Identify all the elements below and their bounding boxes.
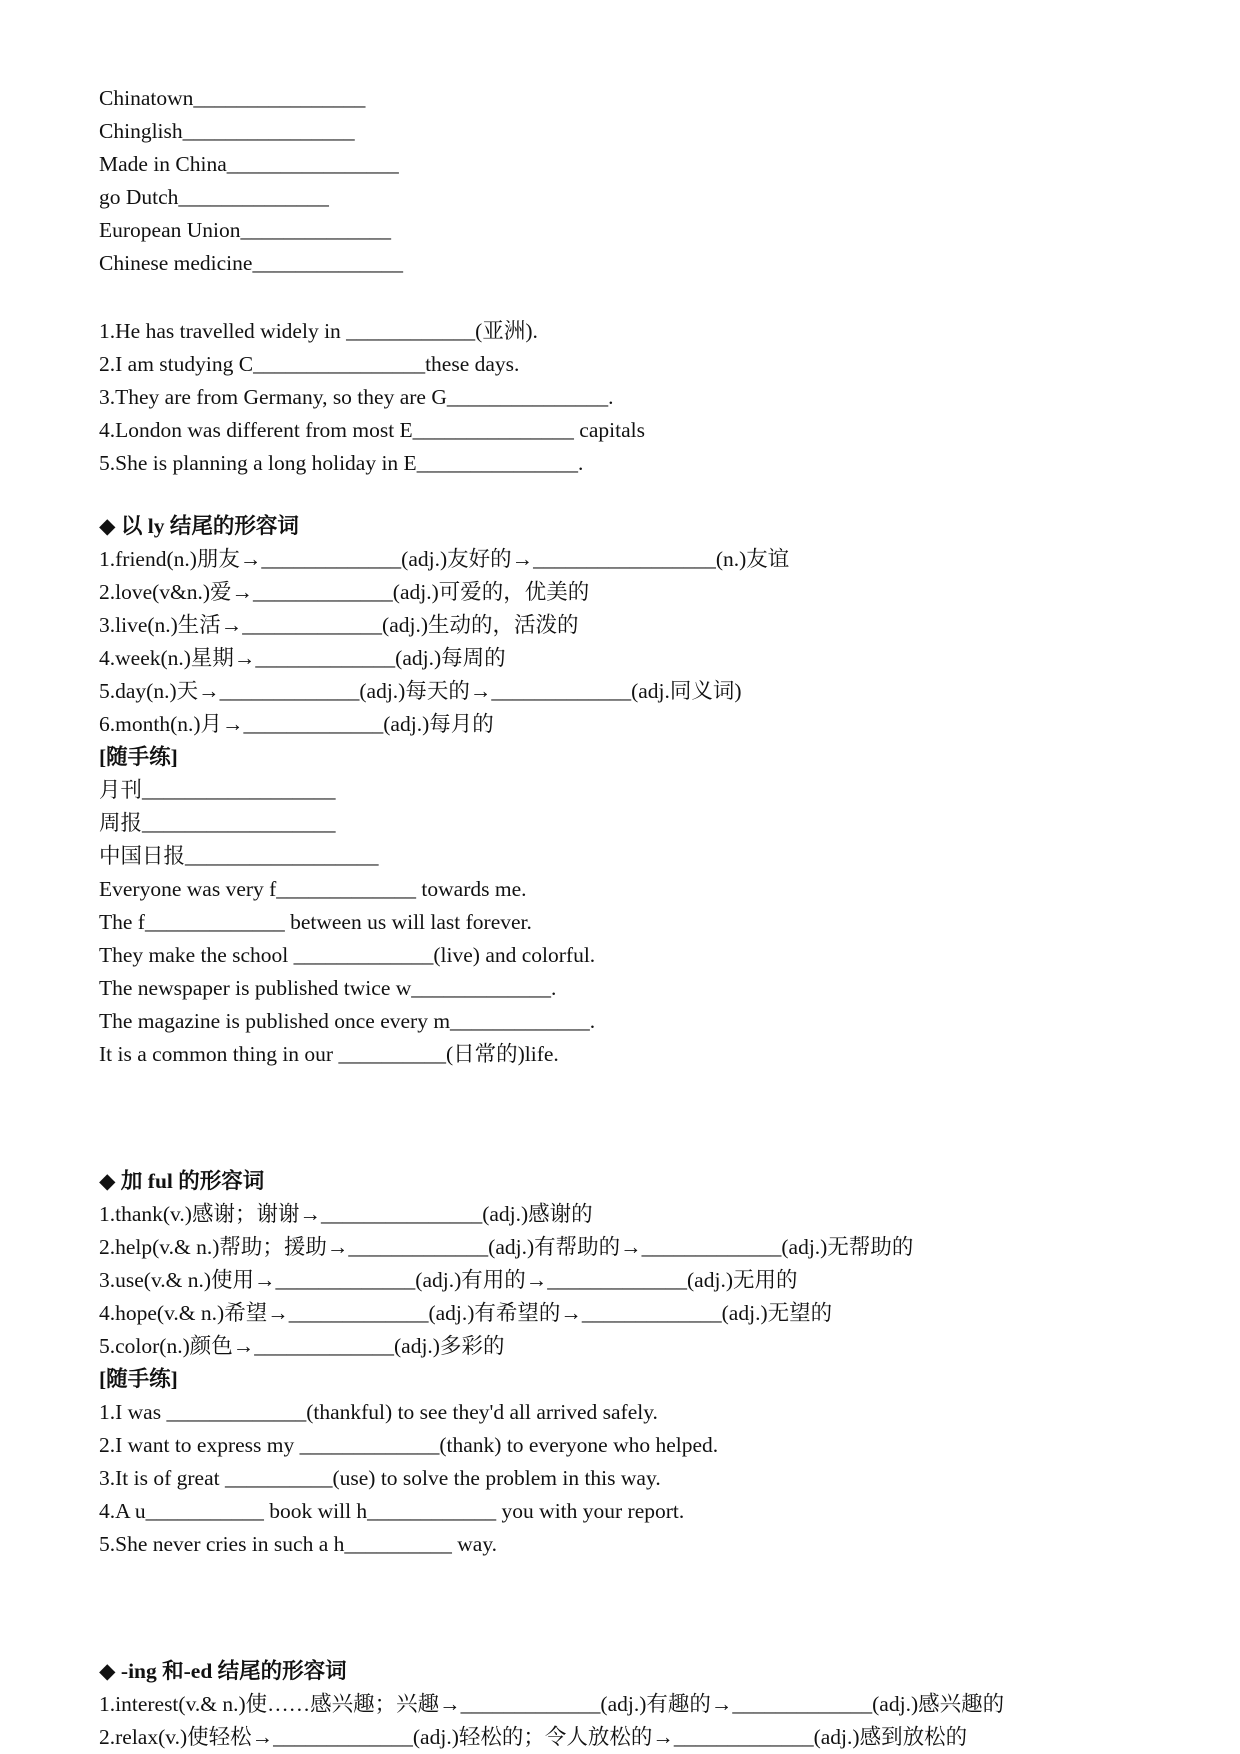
section-heading: ◆ 加 ful 的形容词 [99, 1169, 265, 1193]
practice-label: [随手练] [99, 1367, 178, 1391]
term-line: Chinese medicine______________ [99, 251, 403, 275]
section-ing-ed-adjectives [99, 1655, 1199, 1754]
practice-line: 5.She never cries in such a h__________ way. [99, 1532, 498, 1556]
word-family-line: 5.color(n.)颜色→_____________(adj.)多彩的 [99, 1334, 505, 1358]
word-family-line: 2.help(v.& n.)帮助；援助→_____________(adj.)有帮助的→_____________(adj.)无帮助的 [99, 1235, 914, 1259]
section-heading: ◆ 以 ly 结尾的形容词 [99, 514, 299, 538]
word-family-line: 4.week(n.)星期→_____________(adj.)每周的 [99, 646, 506, 670]
word-family-line: 1.friend(n.)朋友→_____________(adj.)友好的→_________________(n.)友谊 [99, 547, 790, 571]
spacer [99, 1561, 1199, 1655]
word-family-line: 1.thank(v.)感谢；谢谢→_______________(adj.)感谢的 [99, 1202, 593, 1226]
section-ly-adjectives [99, 510, 1199, 1071]
practice-line: They make the school _____________(live) and colorful. [99, 943, 596, 967]
word-family-line: 4.hope(v.& n.)希望→_____________(adj.)有希望的→_____________(adj.)无望的 [99, 1301, 833, 1325]
spacer [99, 1071, 1199, 1165]
practice-label: [随手练] [99, 745, 178, 769]
practice-line: 周报__________________ [99, 811, 336, 835]
term-line: European Union______________ [99, 218, 392, 242]
terms-block [99, 82, 1199, 280]
sentence-line: 3.They are from Germany, so they are G_______________. [99, 385, 614, 409]
practice-line: 3.It is of great __________(use) to solve the problem in this way. [99, 1466, 661, 1490]
practice-line: The newspaper is published twice w_____________. [99, 976, 557, 1000]
section-ful-adjectives [99, 1165, 1199, 1561]
sentence-line: 4.London was different from most E_______________ capitals [99, 418, 645, 442]
word-family-line: 6.month(n.)月→_____________(adj.)每月的 [99, 712, 494, 736]
word-family-line: 3.live(n.)生活→_____________(adj.)生动的，活泼的 [99, 613, 579, 637]
practice-line: 月刊__________________ [99, 778, 336, 802]
word-family-line: 1.interest(v.& n.)使……感兴趣；兴趣→_____________(adj.)有趣的→_____________(adj.)感兴趣的 [99, 1692, 1005, 1716]
practice-line: Everyone was very f_____________ towards me. [99, 877, 527, 901]
term-line: Chinglish________________ [99, 119, 355, 143]
spacer [99, 480, 1199, 510]
practice-line: It is a common thing in our __________(日常的)life. [99, 1042, 559, 1066]
practice-line: 2.I want to express my _____________(thank) to everyone who helped. [99, 1433, 719, 1457]
practice-line: 4.A u___________ book will h____________ you with your report. [99, 1499, 685, 1523]
word-family-line: 3.use(v.& n.)使用→_____________(adj.)有用的→_____________(adj.)无用的 [99, 1268, 798, 1292]
term-line: Made in China________________ [99, 152, 399, 176]
sentence-line: 1.He has travelled widely in ____________(亚洲). [99, 319, 538, 343]
practice-line: The magazine is published once every m_____________. [99, 1009, 596, 1033]
sentence-block [99, 315, 1199, 480]
sentence-line: 5.She is planning a long holiday in E_______________. [99, 451, 584, 475]
term-line: Chinatown________________ [99, 86, 366, 110]
sentence-line: 2.I am studying C________________these days. [99, 352, 520, 376]
worksheet-page [99, 82, 1199, 1754]
spacer [99, 280, 1199, 315]
word-family-line: 2.love(v&n.)爱→_____________(adj.)可爱的，优美的 [99, 580, 590, 604]
section-heading: ◆ -ing 和-ed 结尾的形容词 [99, 1659, 347, 1683]
word-family-line: 5.day(n.)天→_____________(adj.)每天的→_____________(adj.同义词) [99, 679, 742, 703]
term-line: go Dutch______________ [99, 185, 329, 209]
practice-line: 1.I was _____________(thankful) to see they'd all arrived safely. [99, 1400, 658, 1424]
word-family-line: 2.relax(v.)使轻松→_____________(adj.)轻松的；令人放松的→_____________(adj.)感到放松的 [99, 1725, 968, 1749]
practice-line: The f_____________ between us will last forever. [99, 910, 532, 934]
practice-line: 中国日报__________________ [99, 844, 379, 868]
